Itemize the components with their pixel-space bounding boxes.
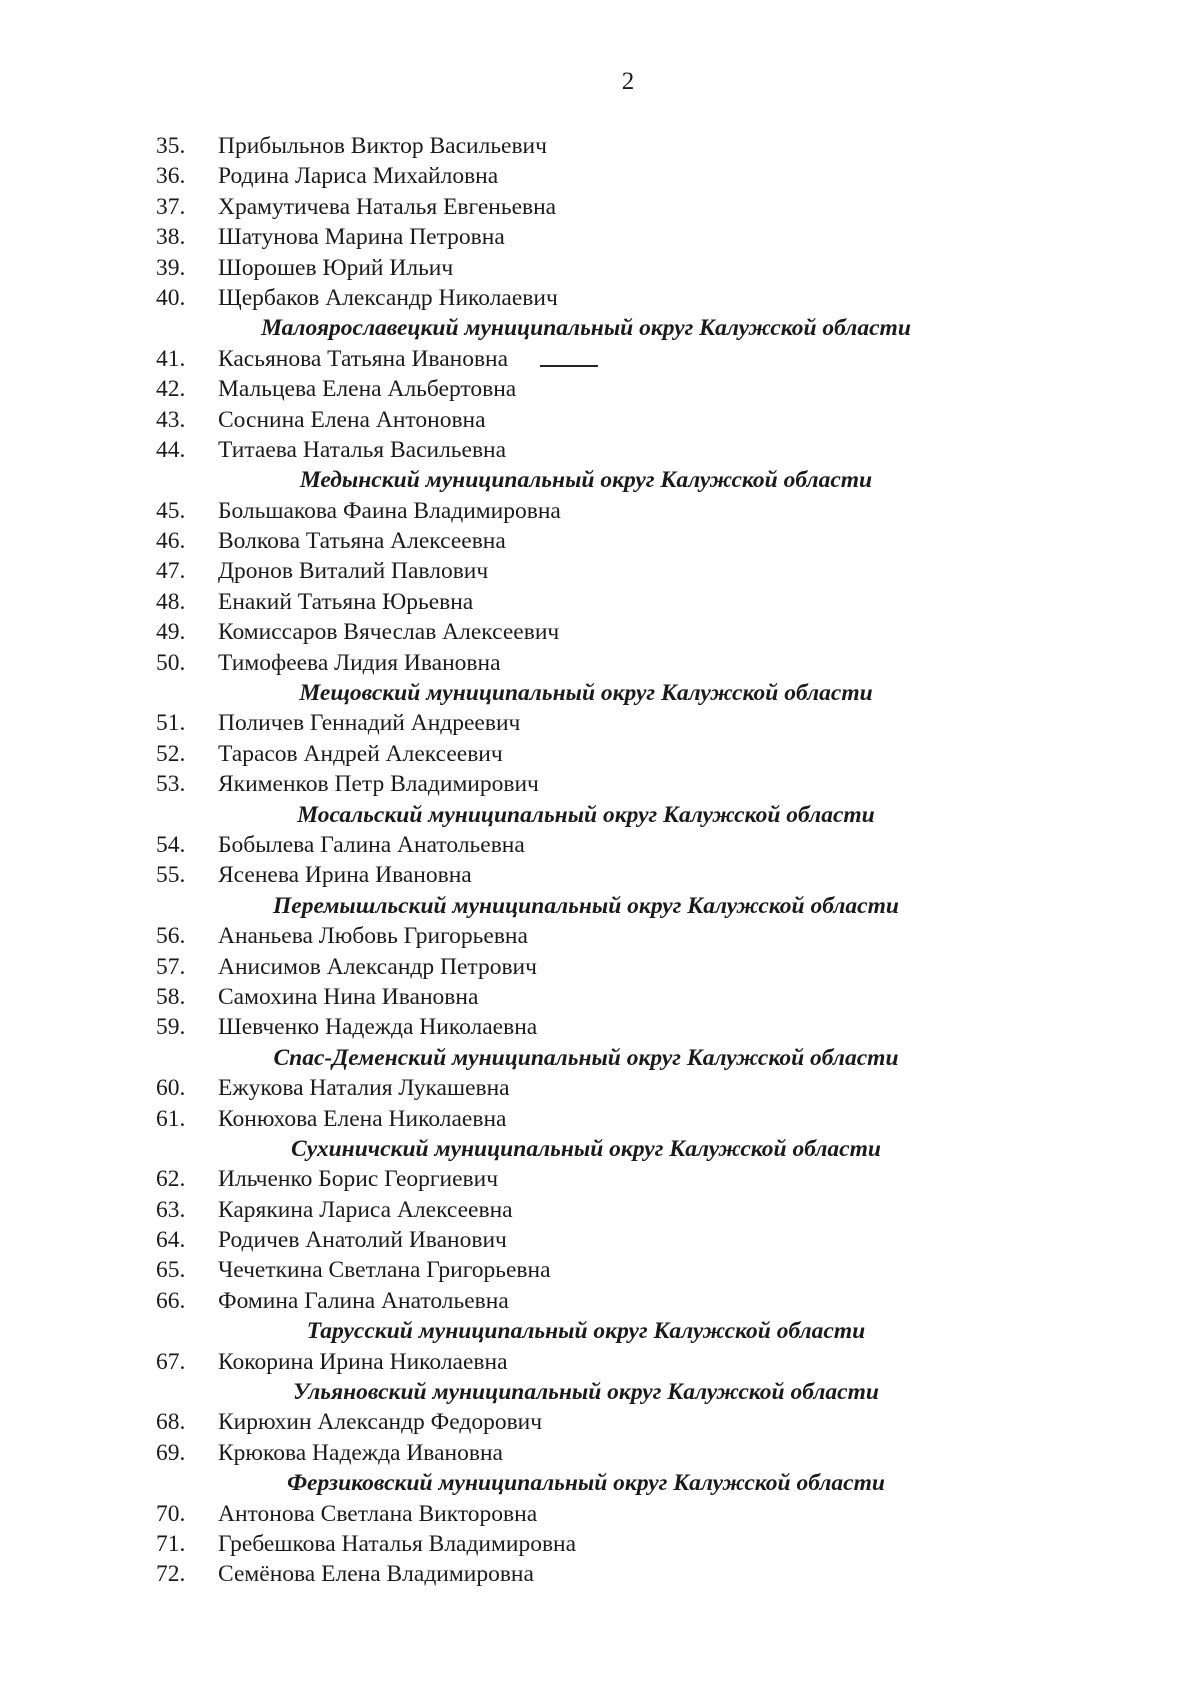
- district-heading: Перемышльский муниципальный округ Калужской области: [273, 892, 899, 919]
- district-heading: Ферзиковский муниципальный округ Калужской области: [287, 1470, 885, 1497]
- item-number: 70.: [156, 1500, 186, 1527]
- item-number: 39.: [156, 254, 186, 281]
- list-item: [156, 617, 1156, 647]
- item-number: 46.: [156, 528, 186, 555]
- item-number: 57.: [156, 953, 186, 980]
- person-name: Семёнова Елена Владимировна: [218, 1561, 534, 1588]
- item-number: 53.: [156, 771, 186, 798]
- district-heading: Медынский муниципальный округ Калужской области: [299, 467, 873, 494]
- item-number: 58.: [156, 983, 186, 1010]
- item-number: 41.: [156, 345, 186, 372]
- list-item: [156, 1164, 1156, 1194]
- item-number: 61.: [156, 1105, 186, 1132]
- list-item: [156, 161, 1156, 191]
- person-name: Кокорина Ирина Николаевна: [218, 1348, 508, 1375]
- person-name: Шорошев Юрий Ильич: [218, 254, 454, 281]
- person-name: Храмутичева Наталья Евгеньевна: [218, 193, 557, 220]
- list-item: [156, 739, 1156, 769]
- person-name: Ильченко Борис Георгиевич: [218, 1166, 499, 1193]
- person-name: Кирюхин Александр Федорович: [218, 1409, 543, 1436]
- list-item: [156, 1407, 1156, 1437]
- person-name: Якименков Петр Владимирович: [218, 771, 539, 798]
- list-item: [156, 1347, 1156, 1377]
- list-item: [156, 1529, 1156, 1559]
- list-item: [156, 921, 1156, 951]
- list-item: [156, 708, 1156, 738]
- item-number: 64.: [156, 1227, 186, 1254]
- person-name: Гребешкова Наталья Владимировна: [218, 1530, 577, 1557]
- item-number: 55.: [156, 862, 186, 889]
- list-item: [156, 131, 1156, 161]
- person-name: Тимофеева Лидия Ивановна: [218, 649, 501, 676]
- item-number: 42.: [156, 376, 186, 403]
- person-name: Самохина Нина Ивановна: [218, 983, 479, 1010]
- item-number: 67.: [156, 1348, 186, 1375]
- person-name: Тарасов Андрей Алексеевич: [218, 740, 503, 767]
- list-item: [156, 1255, 1156, 1285]
- person-name: Щербаков Александр Николаевич: [218, 284, 558, 311]
- person-name: Ежукова Наталия Лукашевна: [218, 1075, 510, 1102]
- item-number: 43.: [156, 406, 186, 433]
- person-name: Анисимов Александр Петрович: [218, 953, 537, 980]
- list-item: [156, 526, 1156, 556]
- item-number: 60.: [156, 1075, 186, 1102]
- person-name: Бобылева Галина Анатольевна: [218, 831, 525, 858]
- person-name: Ясенева Ирина Ивановна: [218, 862, 472, 889]
- list-item: [156, 192, 1156, 222]
- district-heading: Сухиничский муниципальный округ Калужской области: [291, 1135, 881, 1162]
- person-name: Ананьева Любовь Григорьевна: [218, 923, 528, 950]
- list-item: [156, 344, 1156, 374]
- person-name: Родичев Анатолий Иванович: [218, 1227, 507, 1254]
- list-item: [156, 982, 1156, 1012]
- person-name: Поличев Геннадий Андреевич: [218, 710, 521, 737]
- person-name: Большакова Фаина Владимировна: [218, 497, 561, 524]
- item-number: 36.: [156, 163, 186, 190]
- list-item: [156, 1225, 1156, 1255]
- person-name: Енакий Татьяна Юрьевна: [218, 588, 474, 615]
- list-item: [156, 1559, 1156, 1589]
- list-item: [156, 648, 1156, 678]
- list-item: [156, 1499, 1156, 1529]
- item-number: 44.: [156, 436, 186, 463]
- item-number: 40.: [156, 284, 186, 311]
- person-name: Прибыльнов Виктор Васильевич: [218, 133, 547, 159]
- list-item: [156, 1195, 1156, 1225]
- person-name: Родина Лариса Михайловна: [218, 163, 499, 190]
- item-number: 56.: [156, 923, 186, 950]
- person-name: Волкова Татьяна Алексеевна: [218, 528, 506, 555]
- member-list: [156, 131, 1156, 1590]
- item-number: 72.: [156, 1561, 186, 1588]
- item-number: 45.: [156, 497, 186, 524]
- list-item: [156, 1073, 1156, 1103]
- person-name: Титаева Наталья Васильевна: [218, 436, 507, 463]
- list-item: [156, 283, 1156, 313]
- item-number: 48.: [156, 588, 186, 615]
- district-heading: Мосальский муниципальный округ Калужской области: [297, 801, 875, 828]
- person-name: Мальцева Елена Альбертовна: [218, 376, 517, 403]
- person-name: Крюкова Надежда Ивановна: [218, 1439, 503, 1466]
- district-heading: Спас-Деменский муниципальный округ Калужской области: [273, 1044, 899, 1071]
- page-number: 2: [621, 68, 635, 95]
- district-heading: Малоярославецкий муниципальный округ Калужской области: [261, 315, 911, 342]
- person-name: Карякина Лариса Алексеевна: [218, 1196, 513, 1223]
- item-number: 66.: [156, 1287, 186, 1314]
- person-name: Чечеткина Светлана Григорьевна: [218, 1257, 551, 1284]
- list-item: [156, 860, 1156, 890]
- list-item: [156, 1286, 1156, 1316]
- item-number: 49.: [156, 619, 186, 646]
- list-item: [156, 405, 1156, 435]
- list-item: [156, 587, 1156, 617]
- item-number: 68.: [156, 1409, 186, 1436]
- list-item: [156, 435, 1156, 465]
- item-number: 71.: [156, 1530, 186, 1557]
- person-name: Соснина Елена Антоновна: [218, 406, 486, 433]
- person-name: Шатунова Марина Петровна: [218, 224, 505, 251]
- item-number: 65.: [156, 1257, 186, 1284]
- list-item: [156, 496, 1156, 526]
- item-number: 38.: [156, 224, 186, 251]
- list-item: [156, 1438, 1156, 1468]
- person-name: Комиссаров Вячеслав Алексеевич: [218, 619, 560, 646]
- person-name: Фомина Галина Анатольевна: [218, 1287, 509, 1314]
- list-item: [156, 556, 1156, 586]
- list-item: [156, 1104, 1156, 1134]
- list-item: [156, 1012, 1156, 1042]
- item-number: 51.: [156, 710, 186, 737]
- list-item: [156, 222, 1156, 252]
- item-number: 47.: [156, 558, 186, 585]
- item-number: 37.: [156, 193, 186, 220]
- item-number: 50.: [156, 649, 186, 676]
- item-number: 35.: [156, 133, 186, 159]
- list-item: [156, 830, 1156, 860]
- person-name: Дронов Виталий Павлович: [218, 558, 489, 585]
- list-item: [156, 253, 1156, 283]
- person-name: Касьянова Татьяна Ивановна: [218, 345, 509, 372]
- district-heading: Мещовский муниципальный округ Калужской области: [299, 680, 873, 707]
- item-number: 52.: [156, 740, 186, 767]
- person-name: Антонова Светлана Викторовна: [218, 1500, 538, 1527]
- list-item: [156, 374, 1156, 404]
- district-heading: Ульяновский муниципальный округ Калужской области: [293, 1379, 879, 1406]
- list-item: [156, 952, 1156, 982]
- list-item: [156, 769, 1156, 799]
- district-heading: Тарусский муниципальный округ Калужской области: [306, 1318, 866, 1345]
- item-number: 69.: [156, 1439, 186, 1466]
- item-number: 54.: [156, 831, 186, 858]
- item-number: 62.: [156, 1166, 186, 1193]
- person-name: Шевченко Надежда Николаевна: [218, 1014, 538, 1041]
- item-number: 59.: [156, 1014, 186, 1041]
- person-name: Конюхова Елена Николаевна: [218, 1105, 507, 1132]
- item-number: 63.: [156, 1196, 186, 1223]
